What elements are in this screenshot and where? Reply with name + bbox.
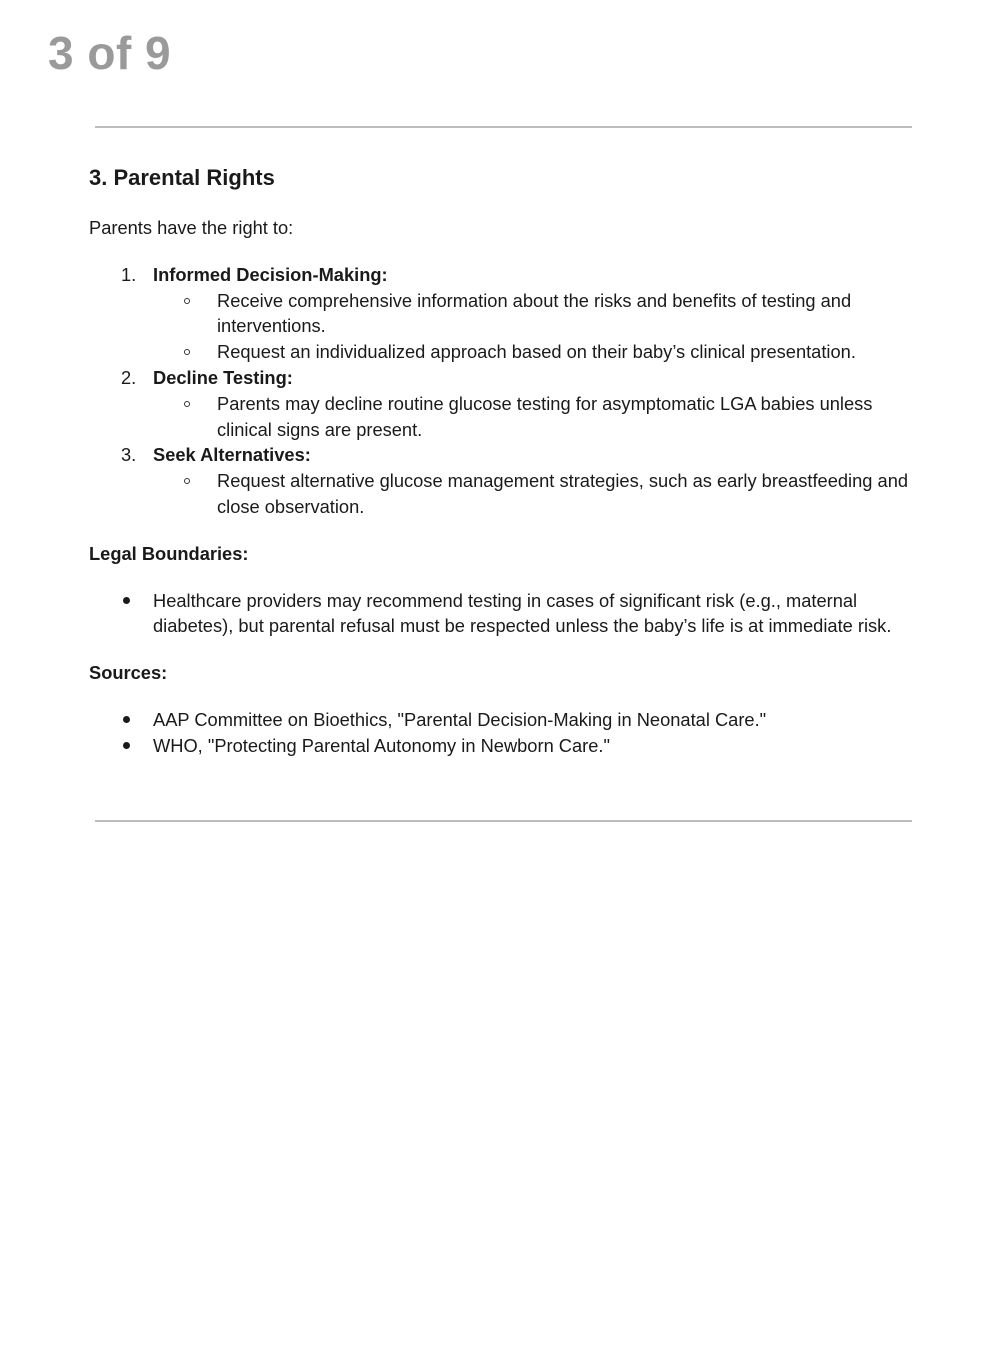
sources-heading: Sources: [89, 662, 168, 684]
bullet-icon [123, 597, 130, 604]
sub-item [153, 339, 919, 365]
sub-item [153, 391, 919, 443]
rights-item [89, 442, 919, 519]
legal-item-text: Healthcare providers may recommend testing in cases of significant risk (e.g., maternal diabetes), but parental refusal must be respected unless the baby’s life is at immediate risk. [153, 589, 892, 637]
sources-list [89, 707, 919, 759]
source-item-text: WHO, "Protecting Parental Autonomy in Newborn Care." [153, 734, 611, 756]
sub-item-text: Request alternative glucose management strategies, such as early breastfeeding and close observation. [217, 470, 909, 517]
sub-item-text: Receive comprehensive information about the risks and benefits of testing and interventions. [217, 289, 852, 337]
item-title: Decline Testing: [153, 366, 293, 388]
intro-text: Parents have the right to: [89, 217, 294, 238]
section-title: 3. Parental Rights [89, 165, 275, 190]
hollow-bullet-icon [184, 298, 190, 304]
rights-item [89, 262, 919, 365]
bullet-icon [123, 716, 130, 723]
hollow-bullet-icon [184, 478, 190, 484]
document-content [89, 164, 919, 759]
legal-list [89, 588, 919, 640]
rights-list [89, 262, 919, 520]
item-number: 1. [121, 263, 137, 285]
item-title: Seek Alternatives: [153, 444, 311, 466]
source-item [89, 707, 919, 733]
sub-item-text: Request an individualized approach based on their baby’s clinical presentation. [217, 341, 856, 363]
item-number: 3. [121, 444, 137, 466]
hollow-bullet-icon [184, 401, 190, 407]
hollow-bullet-icon [184, 349, 190, 355]
source-item [89, 733, 919, 759]
item-title: Informed Decision-Making: [153, 263, 388, 285]
sub-item [153, 468, 919, 520]
source-item-text: AAP Committee on Bioethics, "Parental Decision-Making in Neonatal Care." [153, 708, 767, 730]
page-indicator: 3 of 9 [48, 27, 172, 79]
legal-item [89, 588, 919, 640]
bottom-divider [95, 820, 912, 822]
top-divider [95, 126, 912, 128]
sub-list [153, 391, 919, 443]
sub-item-text: Parents may decline routine glucose testing for asymptomatic LGA babies unless clinical signs are present. [217, 392, 873, 440]
sub-list [153, 288, 919, 365]
sub-list [153, 468, 919, 520]
rights-item [89, 365, 919, 442]
bullet-icon [123, 742, 130, 749]
sub-item [153, 288, 919, 340]
legal-heading: Legal Boundaries: [89, 542, 249, 564]
item-number: 2. [121, 366, 137, 388]
